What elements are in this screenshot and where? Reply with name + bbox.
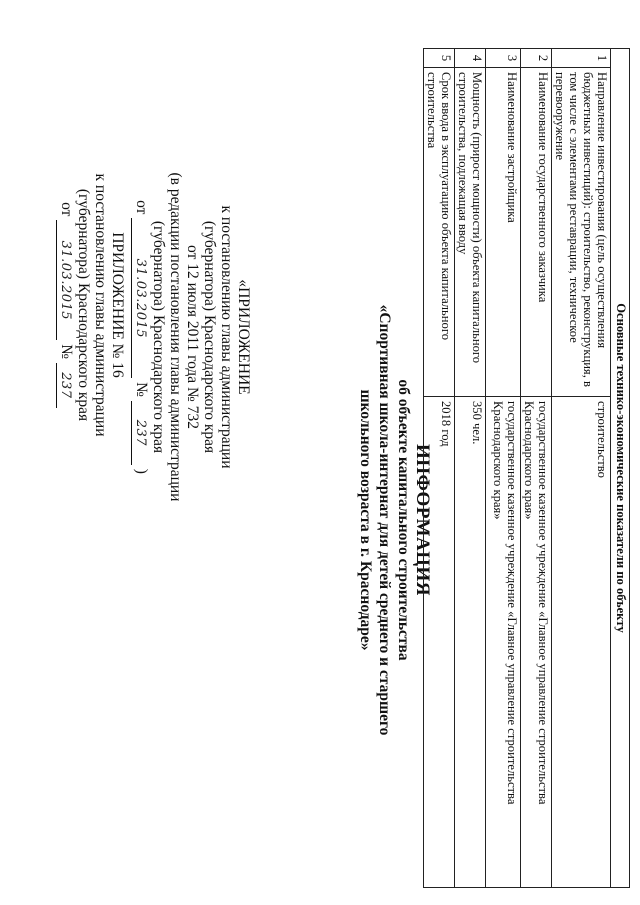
table-header: Основные технико-экономические показатели по объекту (611, 49, 630, 888)
row-value: государственное казенное учреждение «Главное управление строительства Краснодарского края» (486, 397, 521, 888)
appendix-16-title: ПРИЛОЖЕНИЕ № 16 (109, 232, 126, 378)
appendix-original-date-line (131, 142, 150, 532)
row-number: 5 (424, 49, 455, 68)
handwritten-date: 31.03.2015 (58, 240, 73, 321)
number-sign: № (58, 344, 75, 359)
number-field (131, 401, 150, 465)
row-value: 2018 год (424, 397, 455, 888)
handwritten-number: 237 (58, 372, 73, 399)
appendix-16-line1: к постановлению главы администрации (92, 173, 109, 437)
date-field (131, 218, 150, 378)
from-label: от (58, 202, 75, 217)
row-label: Мощность (прирост мощности) объекта капитального строительства, подлежащая вводу (455, 68, 486, 397)
row-label: Срок ввода в эксплуатацию объекта капитального строительства (424, 68, 455, 397)
table-row (424, 49, 455, 888)
table-row (486, 49, 521, 888)
appendix-original-line1: к постановлению главы администрации (218, 205, 235, 469)
handwritten-number: 237 (133, 419, 148, 446)
table-row (455, 49, 486, 888)
heading-line3: школьного возраста в г. Краснодаре» (357, 389, 374, 651)
heading-line1: об объекте капитального строительства (395, 379, 412, 661)
row-label: Направление инвестирования (цель осуществления бюджетных инвестиций): строительство, реконструкция, в том числе с элементами реставрации, техническое перевооружение (552, 68, 611, 397)
appendix-16-date-line (56, 150, 75, 460)
appendix-original-line4: (в редакции постановления главы администрации (167, 172, 184, 502)
number-field (56, 363, 75, 408)
row-number: 2 (521, 49, 552, 68)
from-label: от (133, 200, 150, 215)
appendix-16-line2: (губернатора) Краснодарского края (75, 188, 92, 422)
row-value: государственное казенное учреждение «Главное управление строительства Краснодарского края» (521, 397, 552, 888)
appendix-original-line3: от 12 июля 2011 года № 732 (184, 245, 201, 429)
row-label: Наименование застройщика (486, 68, 521, 397)
appendix-original-line5: (губернатора) Краснодарского края (150, 220, 167, 454)
appendix-original-title: «ПРИЛОЖЕНИЕ (235, 279, 252, 395)
indicators-table (423, 48, 630, 888)
row-value: строительство (552, 397, 611, 888)
number-sign: № (133, 382, 150, 397)
table-row (521, 49, 552, 888)
row-number: 4 (455, 49, 486, 68)
table-row (552, 49, 611, 888)
appendix-original-header (131, 142, 252, 532)
table-header-row (611, 49, 630, 888)
document-heading (356, 240, 432, 800)
handwritten-date: 31.03.2015 (133, 258, 148, 339)
closing-paren: ) (133, 468, 150, 474)
row-number: 1 (552, 49, 611, 68)
row-label: Наименование государственного заказчика (521, 68, 552, 397)
heading-title: ИНФОРМАЦИЯ (412, 443, 433, 597)
appendix-original-line2: (губернатора) Краснодарского края (201, 220, 218, 454)
heading-line2: «Спортивная школа-интернат для детей среднего и старшего (376, 304, 393, 736)
appendix-16-header (56, 150, 126, 460)
row-number: 3 (486, 49, 521, 68)
date-field (56, 220, 75, 340)
row-value: 350 чел. (455, 397, 486, 888)
